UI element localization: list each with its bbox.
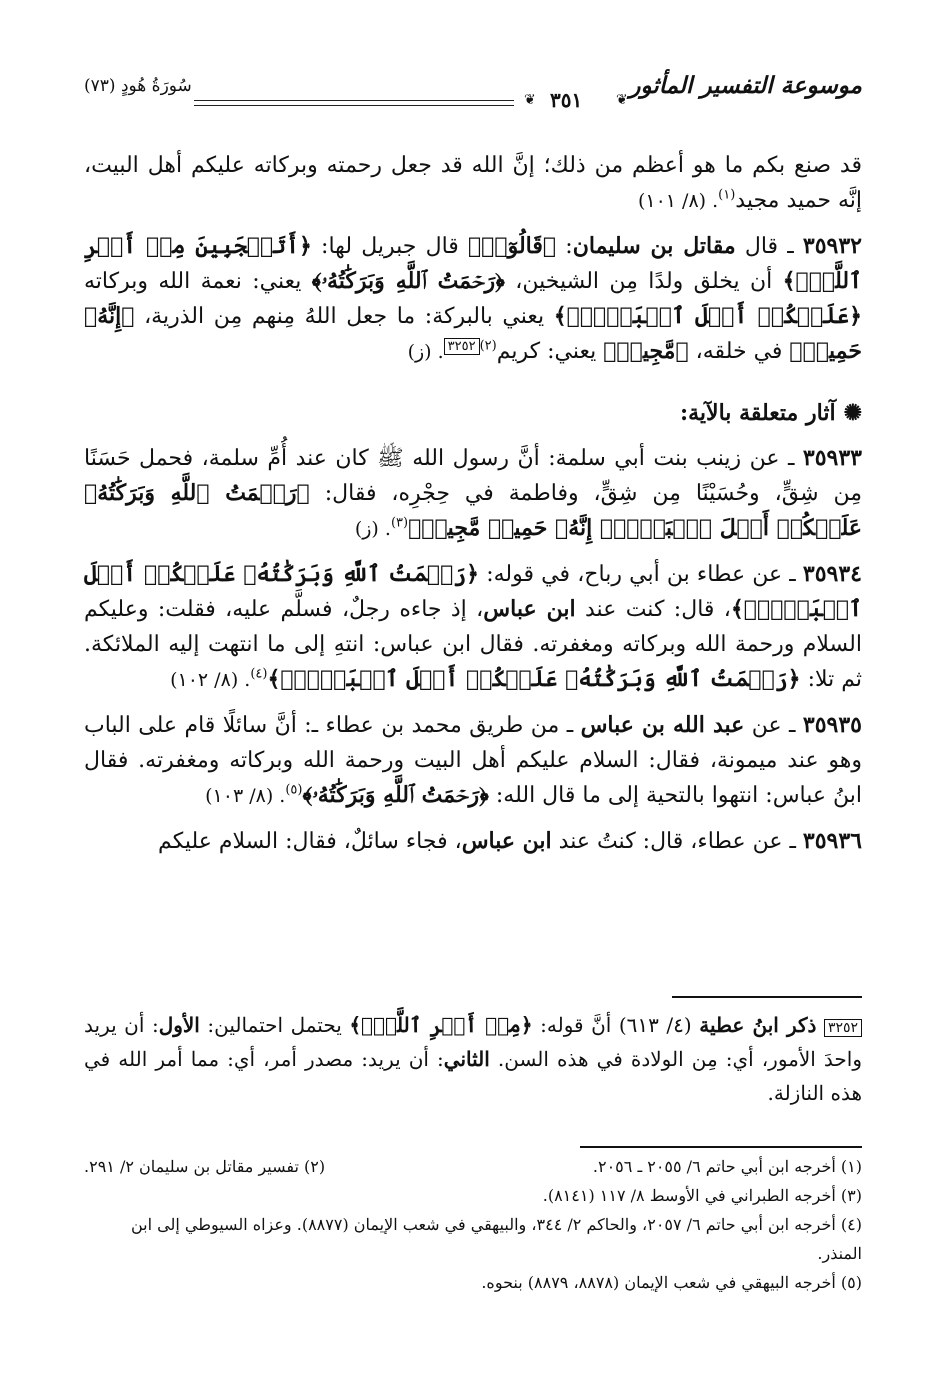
footnote-marker: (٢) <box>479 338 497 354</box>
quran-quote: ﴿عَلَيۡكُمۡ أَهۡلَ ٱلۡبَيۡتِۚ﴾ <box>553 303 862 329</box>
text: قد صنع بكم ما هو أعظم من ذلك؛ إنَّ الله قد جعل رحمته وبركاته عليكم أهل البيت، إنَّه حميد مجيد <box>84 153 862 213</box>
footnote: (٤) أخرجه ابن أبي حاتم ٦/ ٢٠٥٧، والحاكم ٢/ ٣٤٤، والبيهقي في شعب الإيمان (٨٨٧٧). وعزاه السيوطي إلى ابن المنذر. <box>130 1215 862 1263</box>
narrator-name: مقاتل بن سليمان <box>572 233 736 259</box>
text: ـ عن <box>744 713 803 738</box>
text: ـ عن عطاء، قال: كنتُ عند <box>551 829 803 854</box>
text: يعني: كريم <box>496 339 604 364</box>
main-text <box>84 148 862 869</box>
text: يعني بالبركة: ما جعل اللهُ مِنهم مِن الذرية، <box>134 304 554 329</box>
quran-quote: ﴿رَحۡمَتُ ٱللَّهِ وَبَرَكَٰتُهُۥ﴾ <box>311 268 505 294</box>
paragraph <box>84 148 862 219</box>
quran-quote: ﴿مَّجِيدٞ﴾ <box>603 338 689 364</box>
text: قال جبريل لها: <box>311 234 468 259</box>
narration-number: ٣٥٩٣٣ <box>802 445 862 471</box>
narration-number: ٣٥٩٣٥ <box>802 712 862 738</box>
page-header <box>84 70 862 114</box>
footnote-divider <box>580 1146 862 1148</box>
scholar-note <box>84 1008 862 1110</box>
footnote: (٥) أخرجه البيهقي في شعب الإيمان (٨٨٧٨، ٨٨٧٩) بنحوه. <box>481 1273 862 1292</box>
scholar-name: ذكر ابنُ عطية <box>699 1013 817 1037</box>
reference: . (٨/ ١٠١) <box>637 190 719 212</box>
quran-quote: ﴿رَحۡمَتُ ٱللَّهِ وَبَرَكَٰتُهُۥ عَلَيۡكُمۡ أَهۡلَ ٱلۡبَيۡتِۚ﴾ <box>267 666 801 692</box>
footnote-marker: (٥) <box>285 782 303 798</box>
reference: . (٨/ ١٠٣) <box>205 785 286 807</box>
note-tag: ٣٢٥٢ <box>824 1019 862 1037</box>
narration-35932 <box>84 229 862 370</box>
text: ـ قال <box>735 234 803 259</box>
section-heading <box>84 396 862 431</box>
quran-quote: ﴿رَحۡمَتُ ٱللَّهِ وَبَرَكَٰتُهُۥ عَلَيۡكُمۡ أَهۡلَ ٱلۡبَيۡتِۚ﴾ <box>84 561 862 622</box>
quran-quote: ﴿قَالُوٓا۟﴾ <box>467 233 557 259</box>
footnote-marker: (٤) <box>250 666 268 682</box>
text: : أن يريد: مصدر أمر، أي: مما أمر الله في هذه النازلة. <box>84 1047 862 1105</box>
text: ـ عن عطاء بن أبي رباح، في قوله: <box>479 562 803 587</box>
footnote: (١) أخرجه ابن أبي حاتم ٦/ ٢٠٥٥ ـ ٢٠٥٦. <box>592 1157 862 1176</box>
page-number: ٣٥١ <box>550 88 583 112</box>
narration-35933 <box>84 441 862 547</box>
header-rule-left <box>194 100 514 106</box>
ornament-icon: ❦ <box>616 92 628 108</box>
text: ، قال: كنت عند <box>575 597 731 622</box>
quran-quote: ﴿رَحۡمَتُ ٱللَّهِ وَبَرَكَٰتُهُۥ﴾ <box>302 782 489 808</box>
footnotes <box>84 1152 862 1297</box>
quran-quote: ﴿أَتَعۡجَبِينَ مِنۡ أَمۡرِ ٱللَّهِۖ﴾ <box>84 233 862 294</box>
text: في خلقه، <box>688 339 790 364</box>
text: (٤/ ٦١٣) أنَّ قوله: <box>532 1013 700 1037</box>
text: ، إذ جاءه رجلٌ، فسلَّم عليه، فقلت: وعليكم السلام ورحمة الله وبركاته ومغفرته. فقال ابن عباس: انتهِ إلى ما انتهت إليه الملائكة. ثم تلا: <box>84 597 863 692</box>
narrator-name: ابن عباس <box>483 596 576 622</box>
text: ـ من طريق محمد بن عطاء ـ: أنَّ سائلًا قام على الباب وهو عند ميمونة، فقال: السلام عليكم أهل البيت ورحمة الله وبركاته ومغفرته. فقال ابنُ عباس: انتهوا بالتحية إلى ما قال الله: <box>84 713 862 808</box>
narration-number: ٣٥٩٣٢ <box>802 233 862 259</box>
text: : أن يريد واحدَ الأمور، أي: مِن الولادة في هذه السن. <box>84 1013 862 1071</box>
quran-quote: ﴿مِنۡ أَمۡرِ ٱللَّهِۖ﴾ <box>349 1013 533 1037</box>
quran-quote: ﴿إِنَّهُۥ حَمِيدٞ﴾ <box>84 303 862 364</box>
text: : <box>556 234 573 259</box>
note-divider <box>672 996 862 998</box>
reference: . (ز) <box>407 341 444 363</box>
quran-quote: ﴿رَحۡمَتُ ٱللَّهِ وَبَرَكَٰتُهُۥ عَلَيۡكُمۡ أَهۡلَ ٱلۡبَيۡتِۚ إِنَّهُۥ حَمِيدٞ مَّجِيدٞ﴾ <box>84 480 862 541</box>
surah-label: سُورَةُ هُودٍ (٧٣) <box>84 76 192 96</box>
reference: . (٨/ ١٠٢) <box>170 669 251 691</box>
footnote: (٣) أخرجه الطبراني في الأوسط ٨/ ١١٧ (٨١٤١). <box>542 1186 862 1205</box>
book-title: موسوعة التفسير المأثور <box>629 72 862 99</box>
text: أن يخلق ولدًا مِن الشيخين، <box>504 269 783 294</box>
text: ـ عن زينب بنت أبي سلمة: أنَّ رسول الله ﷺ كان عند أُمِّ سلمة، فحمل حَسَنًا مِن شِقٍّ، وحُسَيْنًا مِن شِقٍّ، وفاطمة في حِجْرِه، فقال: <box>84 446 862 506</box>
note-tag: ٣٢٥٢ <box>444 338 480 355</box>
section-heading-text: آثار متعلقة بالآية: <box>680 400 836 426</box>
text: يحتمل احتمالين: <box>199 1013 350 1037</box>
narration-35935 <box>84 708 862 814</box>
narration-35936 <box>84 824 862 859</box>
ornament-icon: ❦ <box>524 92 536 108</box>
narration-35934 <box>84 557 862 698</box>
text: ، فجاء سائلٌ، فقال: السلام عليكم <box>158 829 462 854</box>
footnote-row <box>84 1152 862 1181</box>
flower-icon: ✺ <box>843 400 862 426</box>
option-label: الأول <box>158 1013 200 1037</box>
narrator-name: ابن عباس <box>461 828 552 854</box>
option-label: الثاني <box>443 1047 490 1071</box>
narrator-name: عبد الله بن عباس <box>580 712 745 738</box>
narration-number: ٣٥٩٣٦ <box>802 828 862 854</box>
narration-number: ٣٥٩٣٤ <box>802 561 862 587</box>
footnote-marker: (٣) <box>390 515 409 531</box>
reference: . (ز) <box>354 518 391 540</box>
footnote-marker: (١) <box>718 187 736 203</box>
footnote: (٢) تفسير مقاتل بن سليمان ٢/ ٢٩١. <box>84 1157 326 1176</box>
text: يعني: نعمة الله وبركاته <box>84 269 312 294</box>
text <box>816 1013 824 1037</box>
